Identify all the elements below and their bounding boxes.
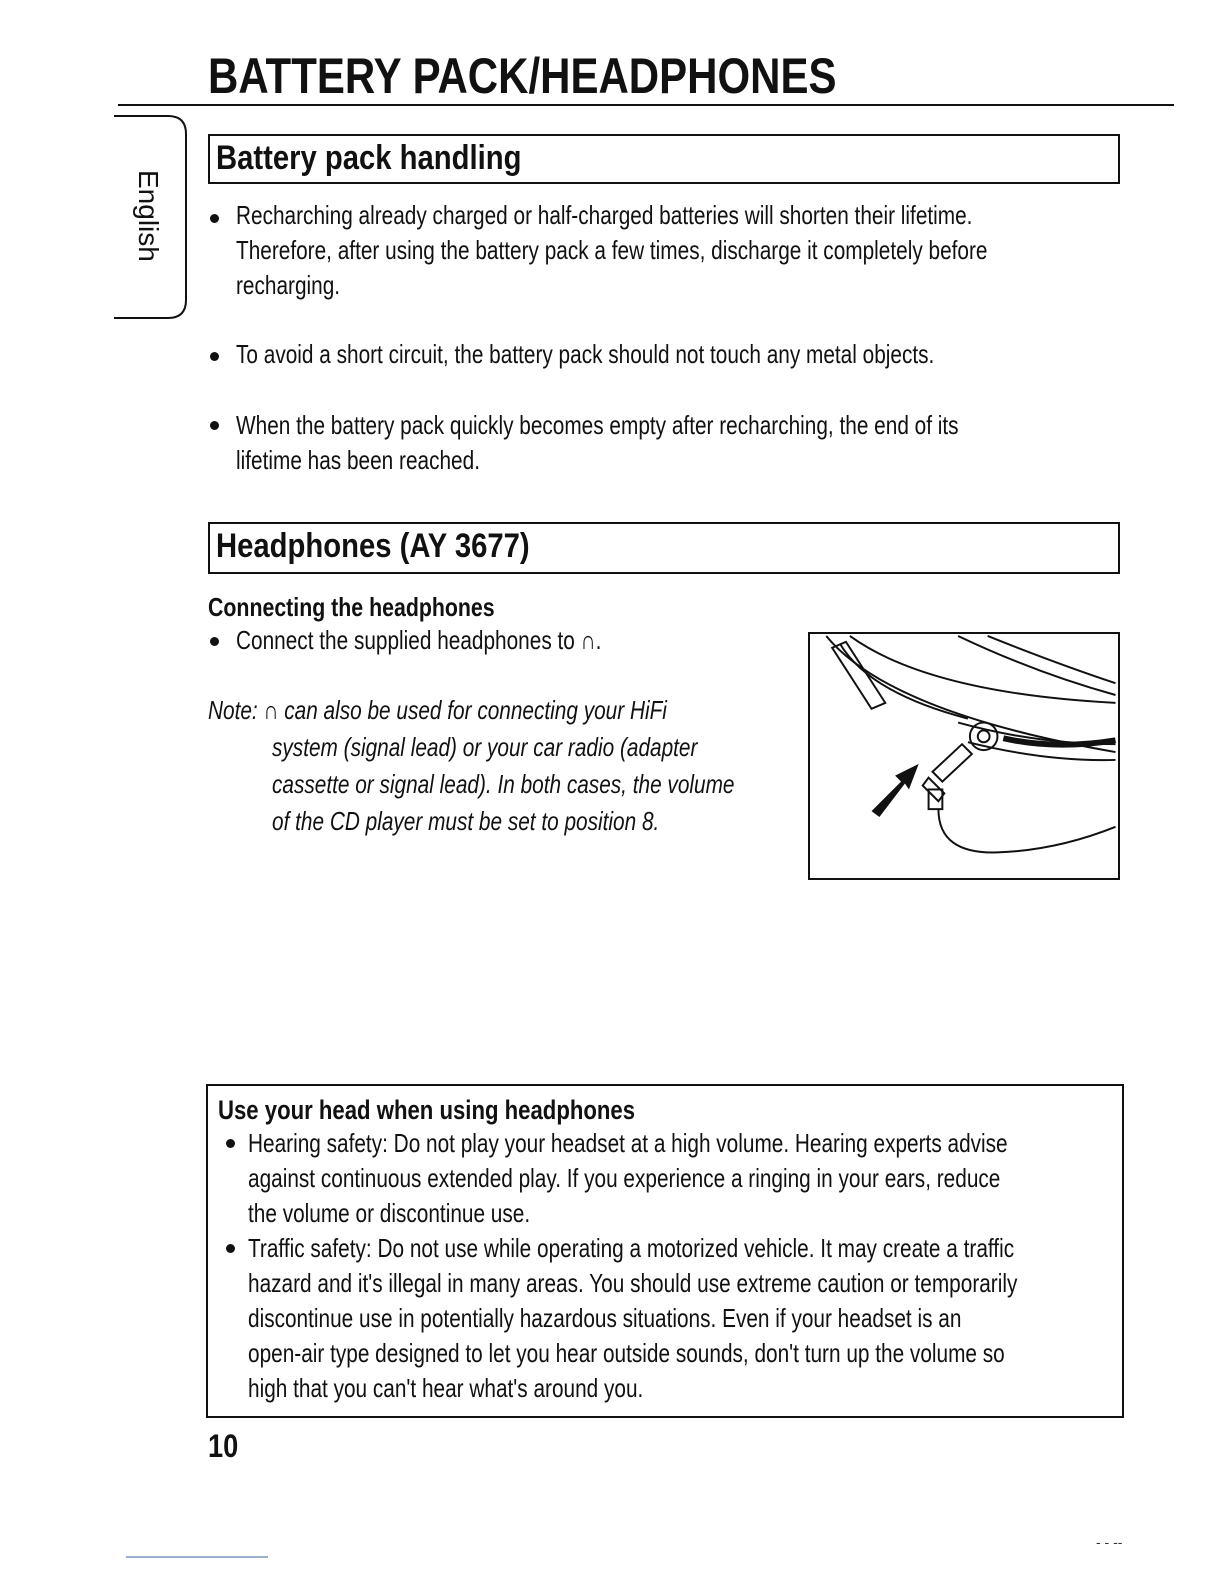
bullet-icon xyxy=(210,637,219,646)
battery-bullet-3 xyxy=(236,408,1139,478)
note-line: of the CD player must be set to position 8. xyxy=(272,806,660,836)
battery-bullet-2 xyxy=(236,337,1109,372)
page-title-text: BATTERY PACK/HEADPHONES xyxy=(208,48,837,104)
page-title xyxy=(208,48,956,104)
language-tab-label: English xyxy=(133,170,164,262)
note-line: system (signal lead) or your car radio (adapter xyxy=(272,732,698,762)
bullet-icon xyxy=(226,1244,235,1253)
text-line: Therefore, after using the battery pack a few times, discharge it completely before xyxy=(236,235,988,265)
text-line: recharging. xyxy=(236,270,341,300)
text-line: open-air type designed to let you hear outside sounds, don't turn up the volume so xyxy=(248,1338,1005,1368)
safety-bullet-hearing xyxy=(248,1126,1198,1231)
headphone-jack-illustration xyxy=(808,632,1120,880)
text-line: Traffic safety: Do not use while operating a motorized vehicle. It may create a traffic xyxy=(248,1233,1015,1263)
safety-bullet-traffic xyxy=(248,1231,1210,1406)
note-line: Note: ∩ can also be used for connecting your HiFi xyxy=(208,695,667,725)
bullet-icon xyxy=(226,1139,235,1148)
battery-bullet-1 xyxy=(236,198,1175,303)
title-rule xyxy=(118,104,1174,106)
battery-section-heading-text: Battery pack handling xyxy=(216,139,522,177)
safety-box-title-text: Use your head when using headphones xyxy=(218,1095,636,1125)
headphones-section-heading xyxy=(208,522,1120,574)
text-line: lifetime has been reached. xyxy=(236,445,480,475)
text-line: the volume or discontinue use. xyxy=(248,1198,531,1228)
text-line: hazard and it's illegal in many areas. You should use extreme caution or temporarily xyxy=(248,1268,1018,1298)
text-line: To avoid a short circuit, the battery pack should not touch any metal objects. xyxy=(236,339,935,369)
safety-box-title xyxy=(218,1094,727,1126)
bullet-icon xyxy=(210,421,219,430)
text-line: Recharching already charged or half-charged batteries will shorten their lifetime. xyxy=(236,200,973,230)
corner-marks: - - -- xyxy=(1096,1534,1123,1550)
connecting-subheading xyxy=(208,590,558,624)
headphones-section-heading-text: Headphones (AY 3677) xyxy=(216,527,530,565)
text-line: against continuous extended play. If you experience a ringing in your ears, reduce xyxy=(248,1163,1001,1193)
page-number xyxy=(208,1428,244,1465)
note-block xyxy=(208,692,866,840)
page-number-text: 10 xyxy=(208,1428,239,1464)
language-tab xyxy=(128,170,172,280)
text-line: Hearing safety: Do not play your headset at a high volume. Hearing experts advise xyxy=(248,1128,1008,1158)
bottom-rule xyxy=(126,1556,268,1558)
text-line: high that you can't hear what's around you. xyxy=(248,1373,644,1403)
text-line: Connect the supplied headphones to ∩. xyxy=(236,625,602,655)
connecting-subheading-text: Connecting the headphones xyxy=(208,592,495,622)
headphones-bullet xyxy=(236,623,693,658)
battery-section-heading xyxy=(208,134,1120,184)
bullet-icon xyxy=(210,214,219,223)
text-line: discontinue use in potentially hazardous situations. Even if your headset is an xyxy=(248,1303,962,1333)
bullet-icon xyxy=(210,352,219,361)
text-line: When the battery pack quickly becomes empty after recharching, the end of its xyxy=(236,410,959,440)
note-line: cassette or signal lead). In both cases, the volume xyxy=(272,769,735,799)
